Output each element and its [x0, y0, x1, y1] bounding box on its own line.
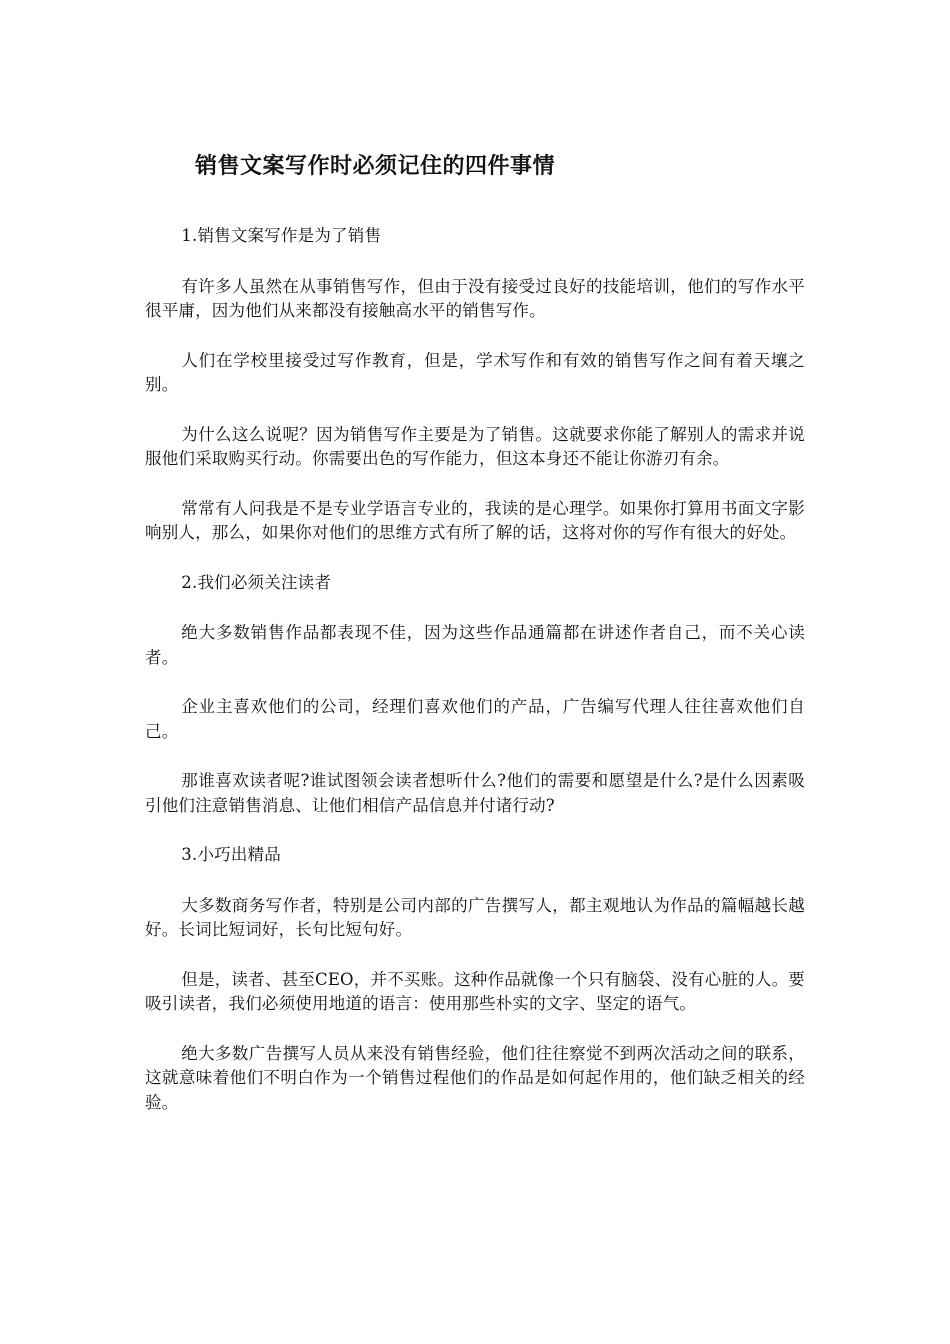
paragraph: 企业主喜欢他们的公司，经理们喜欢他们的产品，广告编写代理人往往喜欢他们自己。: [145, 697, 805, 741]
paragraph: 有许多人虽然在从事销售写作，但由于没有接受过良好的技能培训，他们的写作水平很平庸，因为他们从来都没有接触高水平的销售写作。: [145, 276, 805, 320]
paragraph: 绝大多数销售作品都表现不佳，因为这些作品通篇都在讲述作者自己，而不关心读者。: [145, 623, 805, 667]
paragraph: 但是，读者、甚至CEO，并不买账。这种作品就像一个只有脑袋、没有心脏的人。要吸引读者，我们必须使用地道的语言：使用那些朴实的文字、坚定的语气。: [145, 969, 805, 1013]
section-heading-1: 1.销售文案写作是为了销售: [181, 226, 382, 245]
paragraph: 那谁喜欢读者呢?谁试图领会读者想听什么?他们的需要和愿望是什么?是什么因素吸引他们注意销售消息、让他们相信产品信息并付诸行动?: [145, 771, 805, 815]
paragraph: 为什么这么说呢？因为销售写作主要是为了销售。这就要求你能了解别人的需求并说服他们采取购买行动。你需要出色的写作能力，但这本身还不能让你游刃有余。: [145, 424, 805, 468]
paragraph: 大多数商务写作者，特别是公司内部的广告撰写人，都主观地认为作品的篇幅越长越好。长词比短词好，长句比短句好。: [145, 895, 805, 939]
paragraph: 人们在学校里接受过写作教育，但是，学术写作和有效的销售写作之间有着天壤之别。: [145, 350, 805, 394]
paragraph: 常常有人问我是不是专业学语言专业的，我读的是心理学。如果你打算用书面文字影响别人，那么，如果你对他们的思维方式有所了解的话，这将对你的写作有很大的好处。: [145, 498, 805, 542]
document-body: [145, 224, 805, 1140]
paragraph: 绝大多数广告撰写人员从来没有销售经验，他们往往察觉不到两次活动之间的联系，这就意味着他们不明白作为一个销售过程他们的作品是如何起作用的，他们缺乏相关的经验。: [145, 1043, 805, 1112]
page-title: 销售文案写作时必须记住的四件事情: [195, 154, 556, 179]
section-heading-3: 3.小巧出精品: [181, 845, 281, 864]
section-heading-2: 2.我们必须关注读者: [181, 572, 332, 592]
